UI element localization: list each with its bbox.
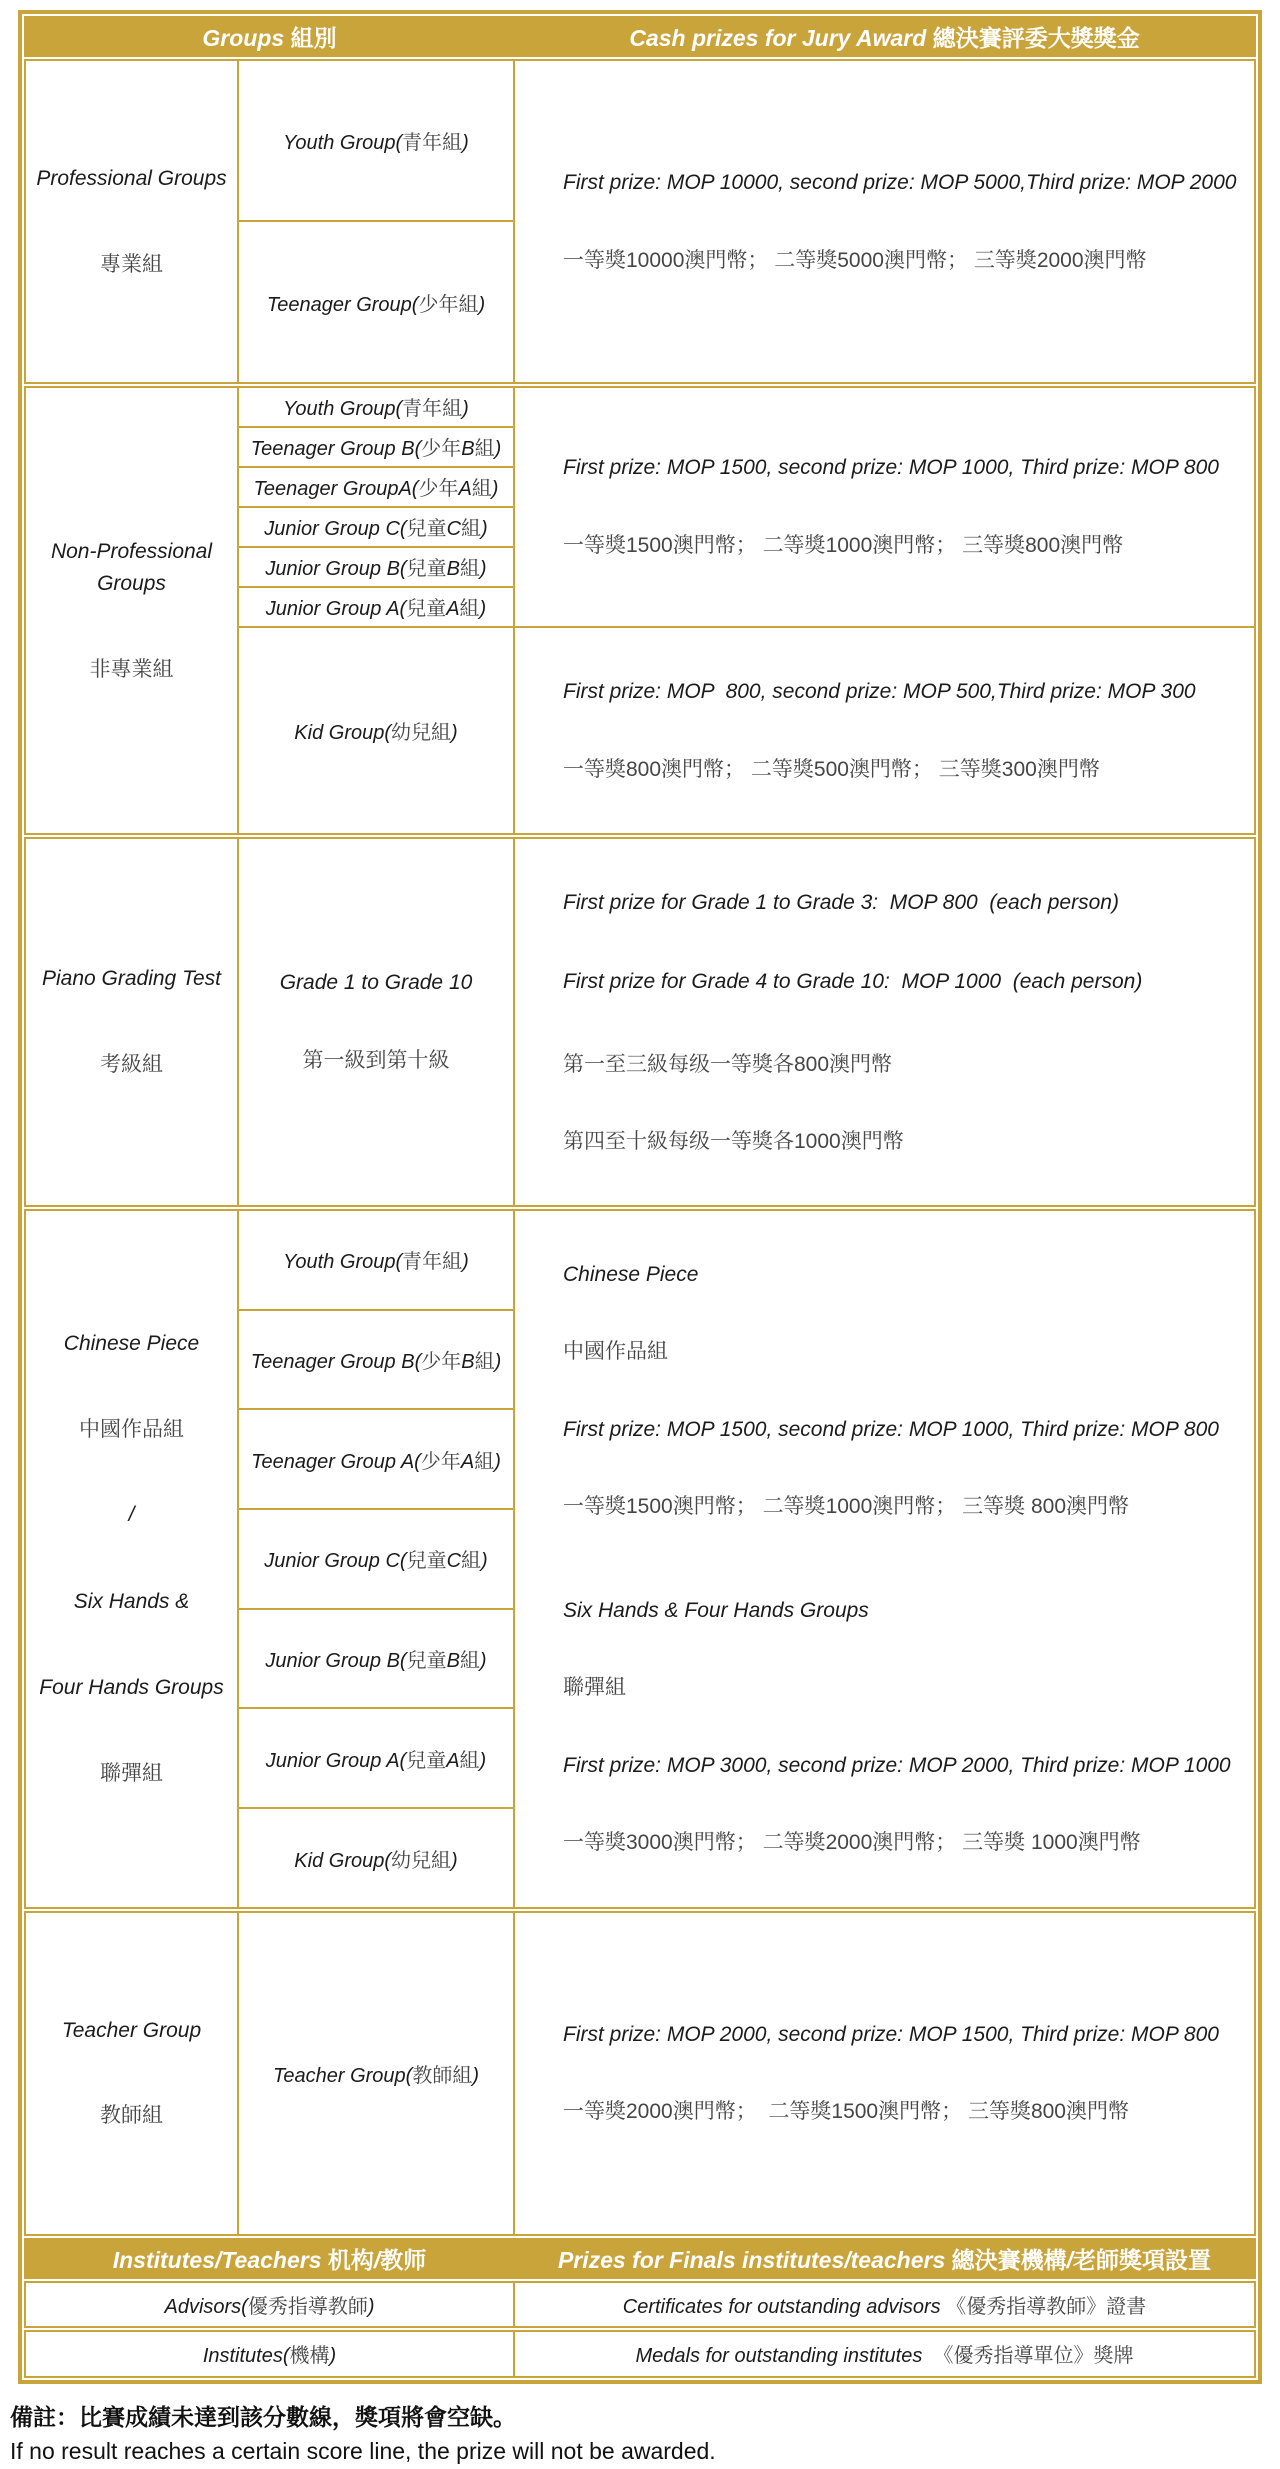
footnote-zh: 備註：比賽成績未達到該分數線，獎項將會空缺。 [10, 2403, 516, 2430]
advisors-row-table [24, 2281, 1256, 2328]
non-professional-group-name-cell [25, 387, 238, 834]
subgroup-cell: Youth Group(青年組) [238, 60, 514, 221]
grading-group-name-cell [25, 838, 238, 1206]
institutes-row-table [24, 2330, 1256, 2378]
subgroup-cell: Teenager Group(少年組) [238, 221, 514, 383]
prize-block-title-en: Six Hands & Four Hands Groups [563, 1598, 869, 1622]
kid-prize-cell [514, 627, 1255, 834]
subgroup-cell: Junior Group B(兒童B組) [238, 1609, 514, 1709]
institutes-label-cell: Institutes(機構) [25, 2331, 514, 2377]
subgroup-cell: Junior Group C(兒童C組) [238, 1509, 514, 1609]
grading-section-table [24, 837, 1256, 1207]
subgroup-cell: Junior Group C(兒童C組) [238, 507, 514, 547]
footnote [10, 2400, 1262, 2469]
footnote-en: If no result reaches a certain score line, the prize will not be awarded. [10, 2438, 716, 2465]
prize-text-zh: 一等獎1500澳門幣； 二等獎1000澳門幣； 三等獎 800澳門幣 [563, 1495, 1129, 1519]
non-professional-name-zh: 非專業組 [89, 657, 174, 681]
subgroup-cell: Junior Group B(兒童B組) [238, 547, 514, 587]
prize-text-zh: 第四至十級每级一等獎各1000澳門幣 [563, 1129, 904, 1153]
prize-text-en: First prize for Grade 4 to Grade 10: MOP 1000 (each person) [563, 969, 1143, 993]
prize-text-en: First prize: MOP 10000, second prize: MOP 5000,Third prize: MOP 2000 [563, 171, 1237, 194]
subgroup-cell: Kid Group(幼兒組) [238, 627, 514, 834]
group-name-line: 聯彈組 [100, 1762, 163, 1785]
grading-name-en: Piano Grading Test [41, 967, 221, 991]
professional-prize-cell [514, 60, 1255, 383]
prize-text-zh: 一等獎2000澳門幣； 二等獎1500澳門幣； 三等獎800澳門幣 [563, 2100, 1129, 2124]
teacher-name-zh: 教師組 [100, 2104, 163, 2128]
grading-subgroup-cell [238, 838, 514, 1206]
teacher-section-table [24, 1911, 1256, 2236]
chinese-piece-prize-cell [514, 1210, 1255, 1908]
group-name-line: Chinese Piece [63, 1332, 200, 1356]
prize-text-en: First prize: MOP 800, second prize: MOP 500,Third prize: MOP 300 [563, 679, 1196, 703]
prize-text-zh: 一等獎3000澳門幣； 二等獎2000澳門幣； 三等獎 1000澳門幣 [563, 1831, 1141, 1855]
prize-text-zh: 一等獎10000澳門幣； 二等獎5000澳門幣； 三等獎2000澳門幣 [563, 248, 1147, 272]
chinese-piece-section-table [24, 1209, 1256, 1909]
institutes-teachers-header-cell: Institutes/Teachers 机构/教师 [25, 2239, 514, 2278]
teacher-group-name-cell [25, 1912, 238, 2235]
groups-header-cell: Groups 組別 [25, 17, 514, 56]
advisors-prize-cell: Certificates for outstanding advisors 《優秀指導教師》證書 [514, 2282, 1255, 2327]
professional-name-zh: 專業組 [100, 252, 163, 276]
professional-group-name-cell [25, 60, 238, 383]
professional-name-en: Professional Groups [36, 167, 227, 190]
subgroup-cell: Teenager Group B(少年B組) [238, 1310, 514, 1410]
institutes-header-table [24, 2238, 1256, 2279]
prize-text-en: First prize: MOP 2000, second prize: MOP 1500, Third prize: MOP 800 [563, 2022, 1219, 2046]
grading-sub-zh: 第一級到第十級 [302, 1049, 450, 1072]
subgroup-cell: Teacher Group(教師組) [238, 1912, 514, 2235]
prize-block-title-zh: 聯彈組 [563, 1676, 626, 1700]
subgroup-cell: Teenager Group A(少年A組) [238, 1409, 514, 1509]
finals-prizes-header-cell: Prizes for Finals institutes/teachers 總決賽機構/老師獎項設置 [514, 2239, 1255, 2278]
prize-text-zh: 一等獎1500澳門幣； 二等獎1000澳門幣； 三等獎800澳門幣 [563, 534, 1124, 558]
group-name-line: Six Hands & [73, 1589, 190, 1613]
grading-name-zh: 考級組 [100, 1053, 163, 1076]
prize-text-en: First prize for Grade 1 to Grade 3: MOP 800 (each person) [563, 890, 1119, 914]
subgroup-cell: Teenager GroupA(少年A組) [238, 467, 514, 507]
grading-prize-cell [514, 838, 1255, 1206]
prize-text-en: First prize: MOP 1500, second prize: MOP 1000, Third prize: MOP 800 [563, 456, 1219, 480]
prize-text-en: First prize: MOP 3000, second prize: MOP 2000, Third prize: MOP 1000 [563, 1753, 1231, 1777]
group-name-line: 中國作品組 [79, 1417, 184, 1441]
prize-text-zh: 一等獎800澳門幣； 二等獎500澳門幣； 三等獎300澳門幣 [563, 757, 1100, 781]
prize-text-en: First prize: MOP 1500, second prize: MOP 1000, Third prize: MOP 800 [563, 1417, 1219, 1441]
subgroup-cell: Kid Group(幼兒組) [238, 1808, 514, 1908]
advisors-label-cell: Advisors(優秀指導教師) [25, 2282, 514, 2327]
chinese-piece-group-name-cell [25, 1210, 238, 1908]
prize-table-frame [18, 10, 1262, 2384]
subgroup-cell: Junior Group A(兒童A組) [238, 1708, 514, 1808]
prize-block-title-en: Chinese Piece [563, 1262, 699, 1286]
groups-header-table [24, 16, 1256, 57]
teacher-name-en: Teacher Group [61, 2018, 202, 2042]
subgroup-cell: Teenager Group B(少年B組) [238, 427, 514, 467]
subgroup-cell: Junior Group A(兒童A組) [238, 587, 514, 627]
group-name-line: Four Hands Groups [39, 1676, 224, 1700]
professional-section-table [24, 59, 1256, 384]
subgroup-cell: Youth Group(青年組) [238, 387, 514, 427]
teacher-prize-cell [514, 1912, 1255, 2235]
grading-sub-en: Grade 1 to Grade 10 [279, 971, 473, 995]
subgroup-cell: Youth Group(青年組) [238, 1210, 514, 1310]
group-name-line: / [128, 1503, 135, 1527]
prize-text-zh: 第一至三級每级一等獎各800澳門幣 [563, 1053, 893, 1077]
non-professional-prize-cell [514, 387, 1255, 627]
cash-prizes-header-cell: Cash prizes for Jury Award 總決賽評委大獎獎金 [514, 17, 1255, 56]
prize-block-title-zh: 中國作品組 [563, 1340, 668, 1364]
non-professional-section-table [24, 386, 1256, 835]
non-professional-name-en: Non-Professional Groups [50, 539, 218, 596]
institutes-prize-cell: Medals for outstanding institutes 《優秀指導單位》獎牌 [514, 2331, 1255, 2377]
